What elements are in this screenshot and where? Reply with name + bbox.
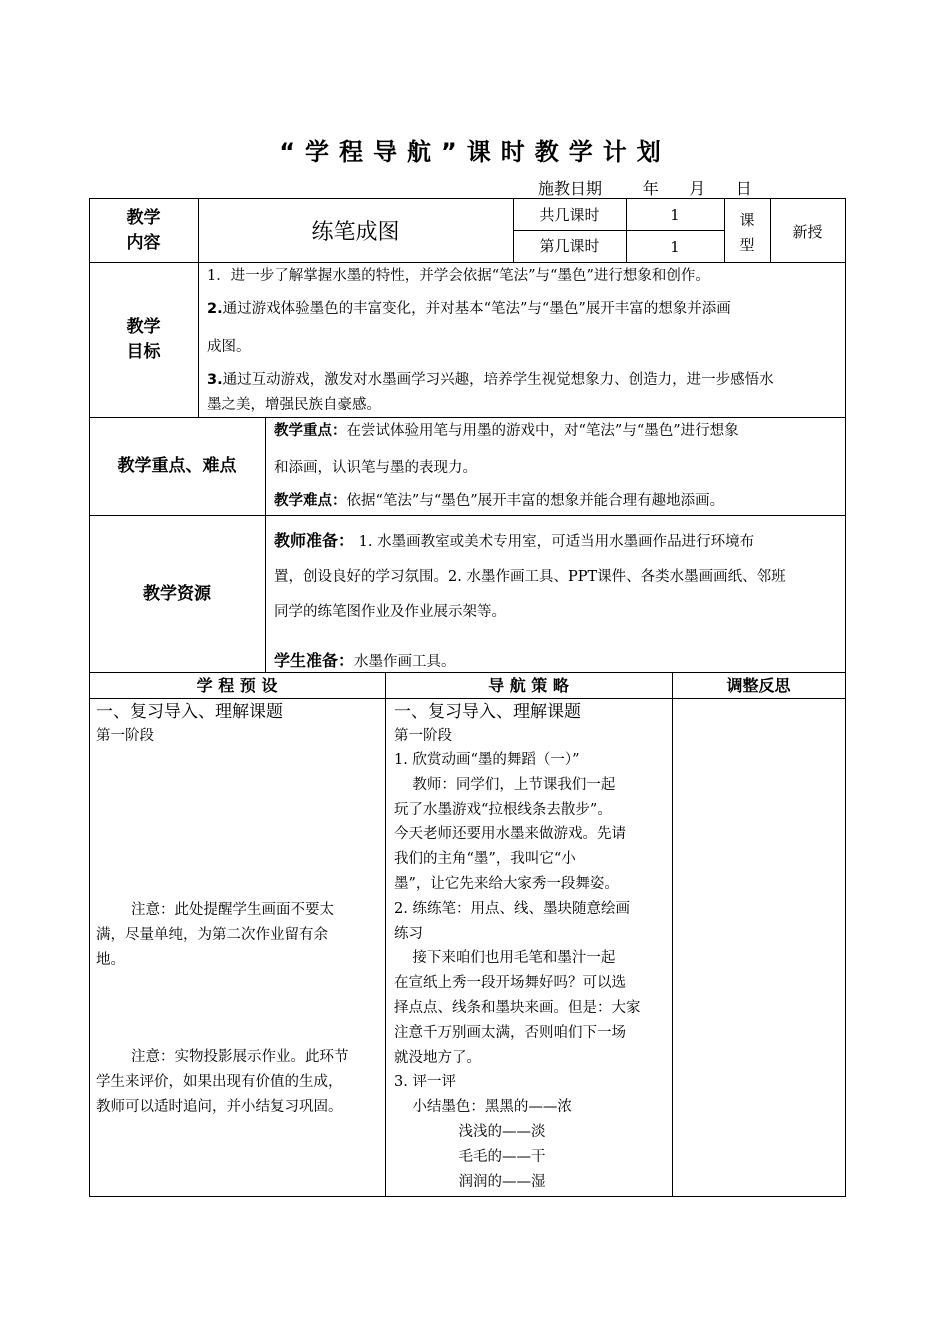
- col2-line: 2. 练练笔：用点、线、墨块随意绘画: [394, 900, 630, 917]
- col2-line: 毛毛的——干: [394, 1148, 546, 1165]
- teacher-prep-line3: 同学的练笔图作业及作业展示架等。: [274, 604, 506, 620]
- col2-line: 在宣纸上秀一段开场舞好吗？可以选: [394, 975, 626, 992]
- nth-period-value: 1: [670, 238, 680, 256]
- lesson-type-label: 课 型: [739, 211, 755, 254]
- col2-stage: 第一阶段: [394, 728, 452, 744]
- content-label: 教学 内容: [126, 208, 161, 253]
- key-point: 教学重点：在尝试体验用笔与用墨的游戏中，对“笔法”与“墨色”进行想象: [274, 423, 739, 439]
- col1-stage: 第一阶段: [96, 728, 154, 744]
- goal-item-2: 2.通过游戏体验墨色的丰富变化，并对基本“笔法”与“墨色”展开丰富的想象并添画: [207, 301, 731, 317]
- key-point-cont: 和添画，认识笔与墨的表现力。: [274, 460, 477, 476]
- col2-line: 注意千万别画太满，否则咱们下一场: [394, 1024, 626, 1041]
- student-prep: 学生准备：水墨作画工具。: [274, 651, 456, 670]
- col2-line: 润润的——湿: [394, 1173, 546, 1190]
- nth-period-label: 第几课时: [539, 237, 600, 255]
- goal-item-1: 1．进一步了解掌握水墨的特性，并学会依据“笔法”与“墨色”进行想象和创作。: [207, 268, 710, 284]
- col2-line: 教师：同学们，上节课我们一起: [394, 776, 616, 793]
- column-header-reflection: 调整反思: [726, 676, 791, 695]
- teacher-prep-line2: 置，创设良好的学习氛围。2. 水墨作画工具、PPT课件、各类水墨画画纸、邻班: [274, 569, 786, 585]
- col2-body: [394, 748, 668, 1194]
- goal-item-2-cont: 成图。: [207, 339, 251, 355]
- lesson-type-value: 新授: [792, 223, 823, 241]
- col2-line: 1. 欣赏动画“墨的舞蹈（一）”: [394, 752, 580, 768]
- col1-note-1: 注意：此处提醒学生画面不要太 满，尽量单纯，为第二次作业留有余 地。: [96, 902, 334, 968]
- col2-line: 择点点、线条和墨块来画。但是：大家: [394, 999, 641, 1016]
- col2-line: 小结墨色：黑黑的——浓: [394, 1099, 572, 1116]
- difficult-point: 教学难点：依据“笔法”与“墨色”展开丰富的想象并能合理有趣地添画。: [274, 493, 725, 509]
- col2-line: 玩了水墨游戏“拉根线条去散步”。: [394, 801, 612, 818]
- goal-item-3-cont: 墨之美，增强民族自豪感。: [207, 397, 381, 413]
- col2-line: 3. 评一评: [394, 1074, 456, 1091]
- total-periods-label: 共几课时: [539, 206, 600, 224]
- col1-note-2: 注意：实物投影展示作业。此环节 学生来评价，如果出现有价值的生成， 教师可以适时追问，并小结复习巩固。: [96, 1049, 349, 1115]
- goals-label: 教学 目标: [126, 317, 161, 362]
- column-header-preset: 学 程 预 设: [196, 676, 278, 695]
- goal-item-3: 3.通过互动游戏，激发对水墨画学习兴趣，培养学生视觉想象力、创造力，进一步感悟水: [207, 372, 774, 388]
- col2-line: 就没地方了。: [394, 1049, 481, 1066]
- date-line: 施教日期 年 月 日: [538, 179, 752, 198]
- col1-section-title: 一、复习导入、理解课题: [96, 702, 283, 722]
- resources-label: 教学资源: [143, 584, 211, 604]
- lesson-name: 练笔成图: [311, 220, 400, 245]
- col2-line: 今天老师还要用水墨来做游戏。先请: [394, 826, 626, 843]
- teacher-prep: 教师准备： 1. 水墨画教室或美术专用室，可适当用水墨画作品进行环境布: [274, 531, 755, 550]
- col2-line: 墨”，让它先来给大家秀一段舞姿。: [394, 875, 619, 892]
- page-title: “学程导航”课时教学计划: [279, 138, 671, 166]
- col2-line: 练习: [394, 925, 423, 942]
- keypoints-label: 教学重点、难点: [117, 456, 237, 476]
- col2-section-title: 一、复习导入、理解课题: [394, 702, 581, 722]
- col2-line: 我们的主角“墨”，我叫它“小: [394, 851, 576, 868]
- column-header-strategy: 导 航 策 略: [488, 676, 569, 695]
- col2-line: 浅浅的——淡: [394, 1123, 546, 1140]
- total-periods-value: 1: [670, 206, 680, 224]
- col2-line: 接下来咱们也用毛笔和墨汁一起: [394, 950, 616, 967]
